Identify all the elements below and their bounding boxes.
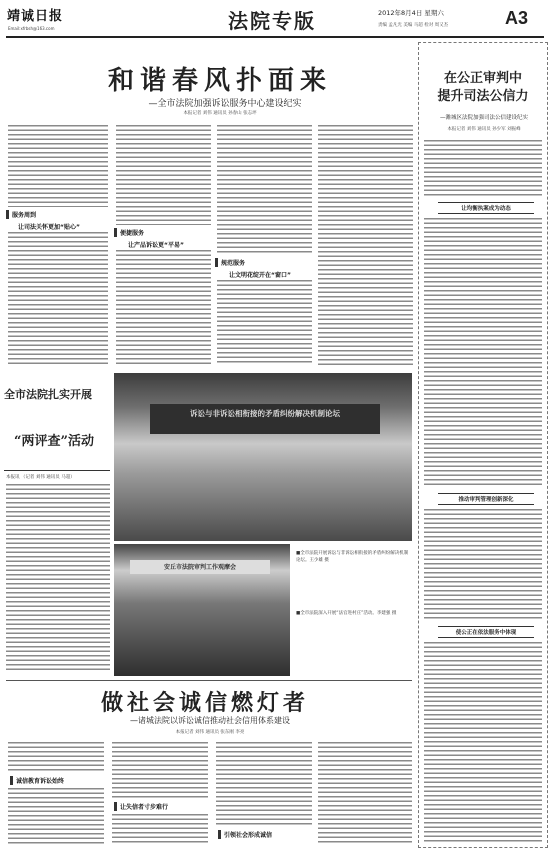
photo2-caption: ■全市法院深入开展“法官进村庄”活动。李建强 摄 — [296, 611, 397, 616]
bottom-col1-text — [8, 742, 104, 772]
masthead-email[interactable]: Email:xfrbsh@163.com — [8, 26, 55, 31]
sidebar-text-1 — [424, 140, 542, 196]
sidebar-text-2 — [424, 218, 542, 488]
lead-headline: 和谐春风扑面来 — [107, 66, 332, 96]
left-story-title2: “两评查”活动 — [14, 434, 94, 449]
meeting-banner-text: 诉讼与非诉讼相衔接的矛盾纠纷解决机制论坛 — [190, 409, 340, 418]
bottom-section-3: 引领社会形成诚信 — [218, 830, 272, 839]
lead-section-3: 规范服务 — [215, 258, 245, 267]
photo1-caption: ■全市法院开展诉讼与非诉讼相衔接的矛盾纠纷解决机制论坛。王少雄 摄 — [296, 551, 409, 563]
lead-subsection-1: 让司法关怀更加“贴心” — [18, 224, 80, 231]
lead-col3-text — [217, 125, 312, 253]
lead-section-1: 服务周到 — [6, 210, 36, 219]
meeting-photo — [114, 373, 412, 541]
bottom-col4-text — [318, 742, 412, 844]
masthead-logo: 靖诚日报 — [7, 9, 64, 24]
sidebar-headline-line1: 在公正审判中 — [443, 71, 522, 86]
bottom-col2-text2 — [112, 814, 208, 844]
sidebar-section-2: 推动审判管理创新深化 — [438, 493, 534, 505]
bottom-rule — [6, 680, 412, 681]
lead-section-2: 便捷服务 — [114, 228, 144, 237]
lead-col2-text — [116, 125, 211, 225]
bottom-col1-text2 — [8, 788, 104, 844]
left-story-rule — [4, 470, 110, 471]
masthead-rule — [6, 36, 544, 38]
left-story-text — [6, 484, 110, 670]
section-title: 法院专版 — [228, 9, 316, 33]
observation-banner-text: 安丘市法院审判工作观摩会 — [163, 564, 236, 571]
left-story-byline: 本报讯 （记者 刘伟 通讯员 马超） — [6, 475, 75, 480]
lead-col3-text2 — [217, 280, 312, 364]
page-number: A3 — [505, 8, 529, 28]
bottom-subhead: —诸城法院以诉讼诚信推动社会信用体系建设 — [130, 716, 290, 725]
lead-subhead: —全市法院加强诉讼服务中心建设纪实 — [148, 99, 302, 109]
sidebar-section-3: 使公正在依法服务中体现 — [438, 626, 534, 638]
lead-subsection-3: 让文明花绽开在“窗口” — [229, 272, 291, 279]
sidebar-text-3 — [424, 509, 542, 621]
bottom-section-1: 诚信教育诉讼始终 — [10, 776, 64, 785]
bottom-col3-text — [216, 742, 312, 826]
sidebar-text-4 — [424, 642, 542, 842]
bottom-section-2: 让失信者寸步难行 — [114, 802, 168, 811]
sidebar-headline — [428, 70, 538, 106]
left-story-title1: 全市法院扎实开展 — [4, 388, 92, 401]
lead-col1-text — [8, 125, 108, 207]
sidebar-section-1: 让均衡执案成为动态 — [438, 202, 534, 214]
sidebar-headline-line2: 提升司法公信力 — [437, 89, 529, 104]
lead-byline: 本报记者 刘伟 通讯员 孙春山 张志坪 — [183, 111, 257, 116]
sidebar-byline: 本报记者 刘伟 通讯员 孙少军 刘振峰 — [447, 127, 521, 132]
lead-subsection-2: 让产品诉讼更“平易” — [128, 242, 184, 249]
lead-col2-text2 — [116, 250, 211, 364]
bottom-byline: 本报记者 刘伟 通讯员 张东刚 李亮 — [175, 730, 245, 735]
bottom-headline: 做社会诚信燃灯者 — [100, 690, 309, 716]
lead-col4-text — [318, 125, 413, 365]
bottom-col2-text — [112, 742, 208, 798]
lead-col1-text2 — [8, 232, 108, 364]
editors-line: 责编 孟凡光 美编 马超 检对 周又杰 — [378, 23, 449, 28]
sidebar-subhead: —潍城区法院加强司法公信建设纪实 — [439, 115, 528, 121]
issue-date: 2012年8月4日 星期六 — [378, 9, 444, 17]
